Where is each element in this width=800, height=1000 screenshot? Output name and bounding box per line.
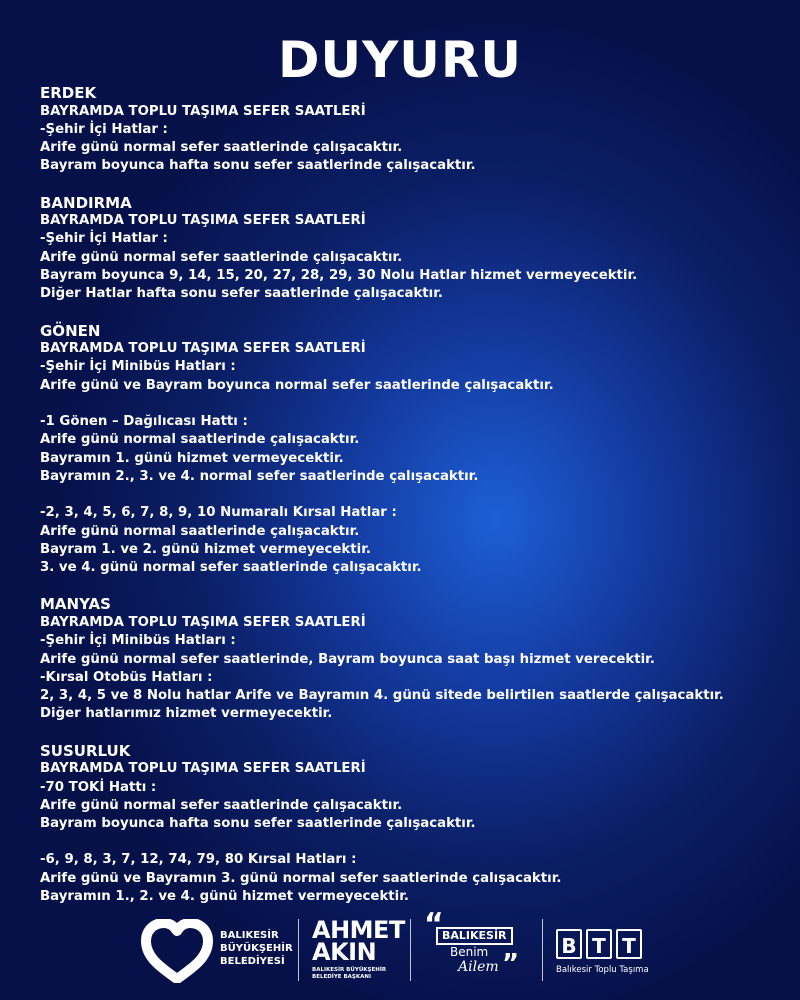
ailem-line: Ailem (458, 959, 499, 975)
divider (542, 919, 543, 981)
bb-line: BÜYÜKŞEHİR (220, 943, 293, 954)
section-heading: BAYRAMDA TOPLU TAŞIMA SEFER SAATLERİ (40, 213, 366, 229)
akin-line: AKIN (312, 938, 377, 966)
ahmet-line: AHMET (312, 916, 405, 944)
info-line: -2, 3, 4, 5, 6, 7, 8, 9, 10 Numaralı Kırsal Hatlar : (40, 505, 397, 521)
info-line: Bayram boyunca hafta sonu sefer saatlerinde çalışacaktır. (40, 158, 476, 174)
section-heading: BAYRAMDA TOPLU TAŞIMA SEFER SAATLERİ (40, 103, 366, 119)
ahmet-akin-logo (312, 916, 405, 966)
info-line: -Şehir İçi Hatlar : (40, 231, 168, 247)
heart-logo-icon (140, 919, 214, 983)
info-line: Bayramın 2., 3. ve 4. normal sefer saatlerinde çalışacaktır. (40, 468, 479, 484)
info-line: 3. ve 4. günü normal sefer saatlerinde çalışacaktır. (40, 560, 422, 576)
region-title: BANDIRMA (40, 193, 132, 212)
spacer (40, 833, 780, 851)
spacer (40, 486, 780, 504)
section-susurluk (40, 742, 780, 907)
info-line: 2, 3, 4, 5 ve 8 Nolu hatlar Arife ve Bayramın 4. günü sitede belirtilen saatlerde çalışacaktır. (40, 688, 724, 704)
info-line: -1 Gönen – Dağılıcası Hattı : (40, 414, 248, 430)
btt-letter-t1: T (586, 929, 612, 959)
ahmet-sub-line: BALIKESİR BÜYÜKŞEHİR (312, 967, 387, 973)
btt-letter-b: B (556, 929, 582, 959)
info-line: Bayramın 1., 2. ve 4. günü hizmet vermeyecektir. (40, 889, 409, 904)
info-line: -Kırsal Otobüs Hatları : (40, 669, 213, 685)
divider (298, 919, 299, 981)
info-line: Arife günü normal saatlerinde çalışacaktır. (40, 432, 360, 448)
info-line: Bayram boyunca hafta sonu sefer saatlerinde çalışacaktır. (40, 816, 476, 832)
info-line: Arife günü normal sefer saatlerinde çalışacaktır. (40, 249, 403, 265)
info-line: -Şehir İçi Minibüs Hatları : (40, 633, 236, 649)
page-title: DUYURU (277, 31, 522, 89)
section-heading: BAYRAMDA TOPLU TAŞIMA SEFER SAATLERİ (40, 614, 366, 630)
quote-open-icon: “ (424, 907, 444, 942)
btt-subtitle: Balıkesir Toplu Taşıma (556, 965, 649, 975)
info-line: -6, 9, 8, 3, 7, 12, 74, 79, 80 Kırsal Hatları : (40, 852, 357, 868)
info-line: Bayramın 1. günü hizmet vermeyecektir. (40, 450, 344, 466)
benim-badge: BALIKESİR (436, 927, 513, 945)
info-line: Diğer hatlarımız hizmet vermeyecektir. (40, 706, 333, 722)
region-title: ERDEK (40, 84, 97, 102)
section-heading: BAYRAMDA TOPLU TAŞIMA SEFER SAATLERİ (40, 761, 366, 777)
region-title: GÖNEN (40, 321, 101, 340)
bb-logo-text (220, 929, 293, 968)
section-manyas (40, 595, 780, 723)
info-line: Diğer Hatlar hafta sonu sefer saatlerinde çalışacaktır. (40, 286, 443, 302)
info-line: Arife günü normal sefer saatlerinde çalışacaktır. (40, 140, 403, 156)
info-line: -70 TOKİ Hattı : (40, 779, 157, 795)
info-line: -Şehir İçi Hatlar : (40, 121, 168, 137)
bb-line: BELEDİYESİ (220, 956, 285, 967)
info-line: Arife günü ve Bayramın 3. günü normal sefer saatlerinde çalışacaktır. (40, 870, 562, 886)
info-line: Bayram boyunca 9, 14, 15, 20, 27, 28, 29, 30 Nolu Hatlar hizmet vermeyecektir. (40, 268, 638, 284)
spacer (40, 395, 780, 413)
region-title: MANYAS (40, 595, 111, 614)
benim-ailem-logo (420, 907, 535, 985)
info-line: -Şehir İçi Minibüs Hatları : (40, 359, 236, 375)
bb-line: BALIKESİR (220, 930, 279, 941)
region-title: SUSURLUK (40, 741, 131, 760)
section-gonen (40, 322, 780, 578)
ahmet-akin-subtitle (312, 967, 386, 981)
section-erdek (40, 84, 780, 176)
info-line: Arife günü normal sefer saatlerinde çalışacaktır. (40, 797, 403, 813)
footer-logos (0, 907, 800, 990)
quote-close-icon: ” (502, 949, 520, 979)
info-line: Arife günü normal sefer saatlerinde, Bayram boyunca saat başı hizmet verecektir. (40, 651, 655, 667)
btt-letter-t2: T (616, 929, 642, 959)
announcement-content (40, 84, 780, 924)
benim-line: Benim (450, 945, 489, 959)
ahmet-sub-line: BELEDİYE BAŞKANI (312, 974, 372, 980)
info-line: Arife günü ve Bayram boyunca normal sefer saatlerinde çalışacaktır. (40, 377, 554, 393)
section-bandirma (40, 194, 780, 304)
info-line: Bayram 1. ve 2. günü hizmet vermeyecektir. (40, 541, 371, 557)
section-heading: BAYRAMDA TOPLU TAŞIMA SEFER SAATLERİ (40, 341, 366, 357)
info-line: Arife günü normal saatlerinde çalışacaktır. (40, 523, 360, 539)
divider (410, 919, 411, 981)
